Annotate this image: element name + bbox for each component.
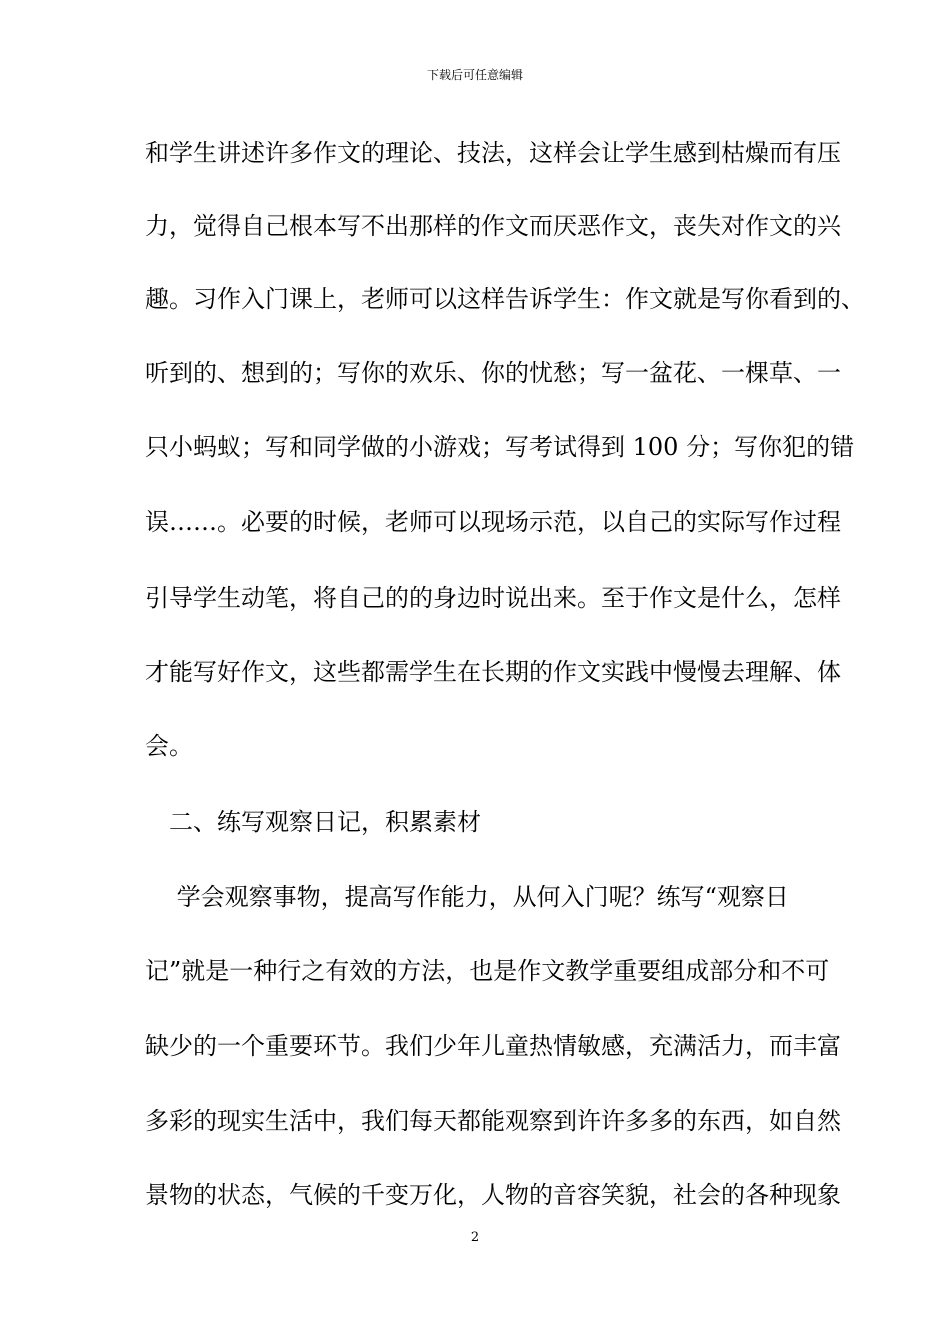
text-line: 听到的、想到的；写你的欢乐、你的忧愁；写一盆花、一棵草、一 xyxy=(145,359,841,387)
page-number: 2 xyxy=(470,1230,480,1245)
text-line: 力，觉得自己根本写不出那样的作文而厌恶作文，丧失对作文的兴 xyxy=(145,212,841,240)
text-line: 误……。必要的时候，老师可以现场示范，以自己的实际写作过程 xyxy=(145,508,841,536)
text-line: 才能写好作文，这些都需学生在长期的作文实践中慢慢去理解、体 xyxy=(145,658,841,686)
text-line: 缺少的一个重要环节。我们少年儿童热情敏感，充满活力，而丰富 xyxy=(145,1032,841,1060)
text-line: 多彩的现实生活中，我们每天都能观察到许许多多的东西，如自然 xyxy=(145,1107,841,1135)
text-line: 和学生讲述许多作文的理论、技法，这样会让学生感到枯燥而有压 xyxy=(145,139,841,167)
text-line: 学会观察事物，提高写作能力，从何入门呢？练写“观察日 xyxy=(145,883,789,911)
text-line: 引导学生动笔，将自己的的身边时说出来。至于作文是什么，怎样 xyxy=(145,584,841,612)
text-line: 会。 xyxy=(145,732,193,760)
text-line: 只小蚂蚁；写和同学做的小游戏；写考试得到 100 分；写你犯的错 xyxy=(145,433,855,461)
text-line: 趣。习作入门课上，老师可以这样告诉学生：作文就是写你看到的、 xyxy=(145,285,865,313)
page-header: 下载后可任意编辑 xyxy=(426,68,523,82)
section-heading: 二、练写观察日记，积累素材 xyxy=(145,808,481,836)
text-line: 景物的状态，气候的千变万化，人物的音容笑貌，社会的各种现象 xyxy=(145,1181,841,1209)
text-line: 记”就是一种行之有效的方法，也是作文教学重要组成部分和不可 xyxy=(145,957,830,985)
